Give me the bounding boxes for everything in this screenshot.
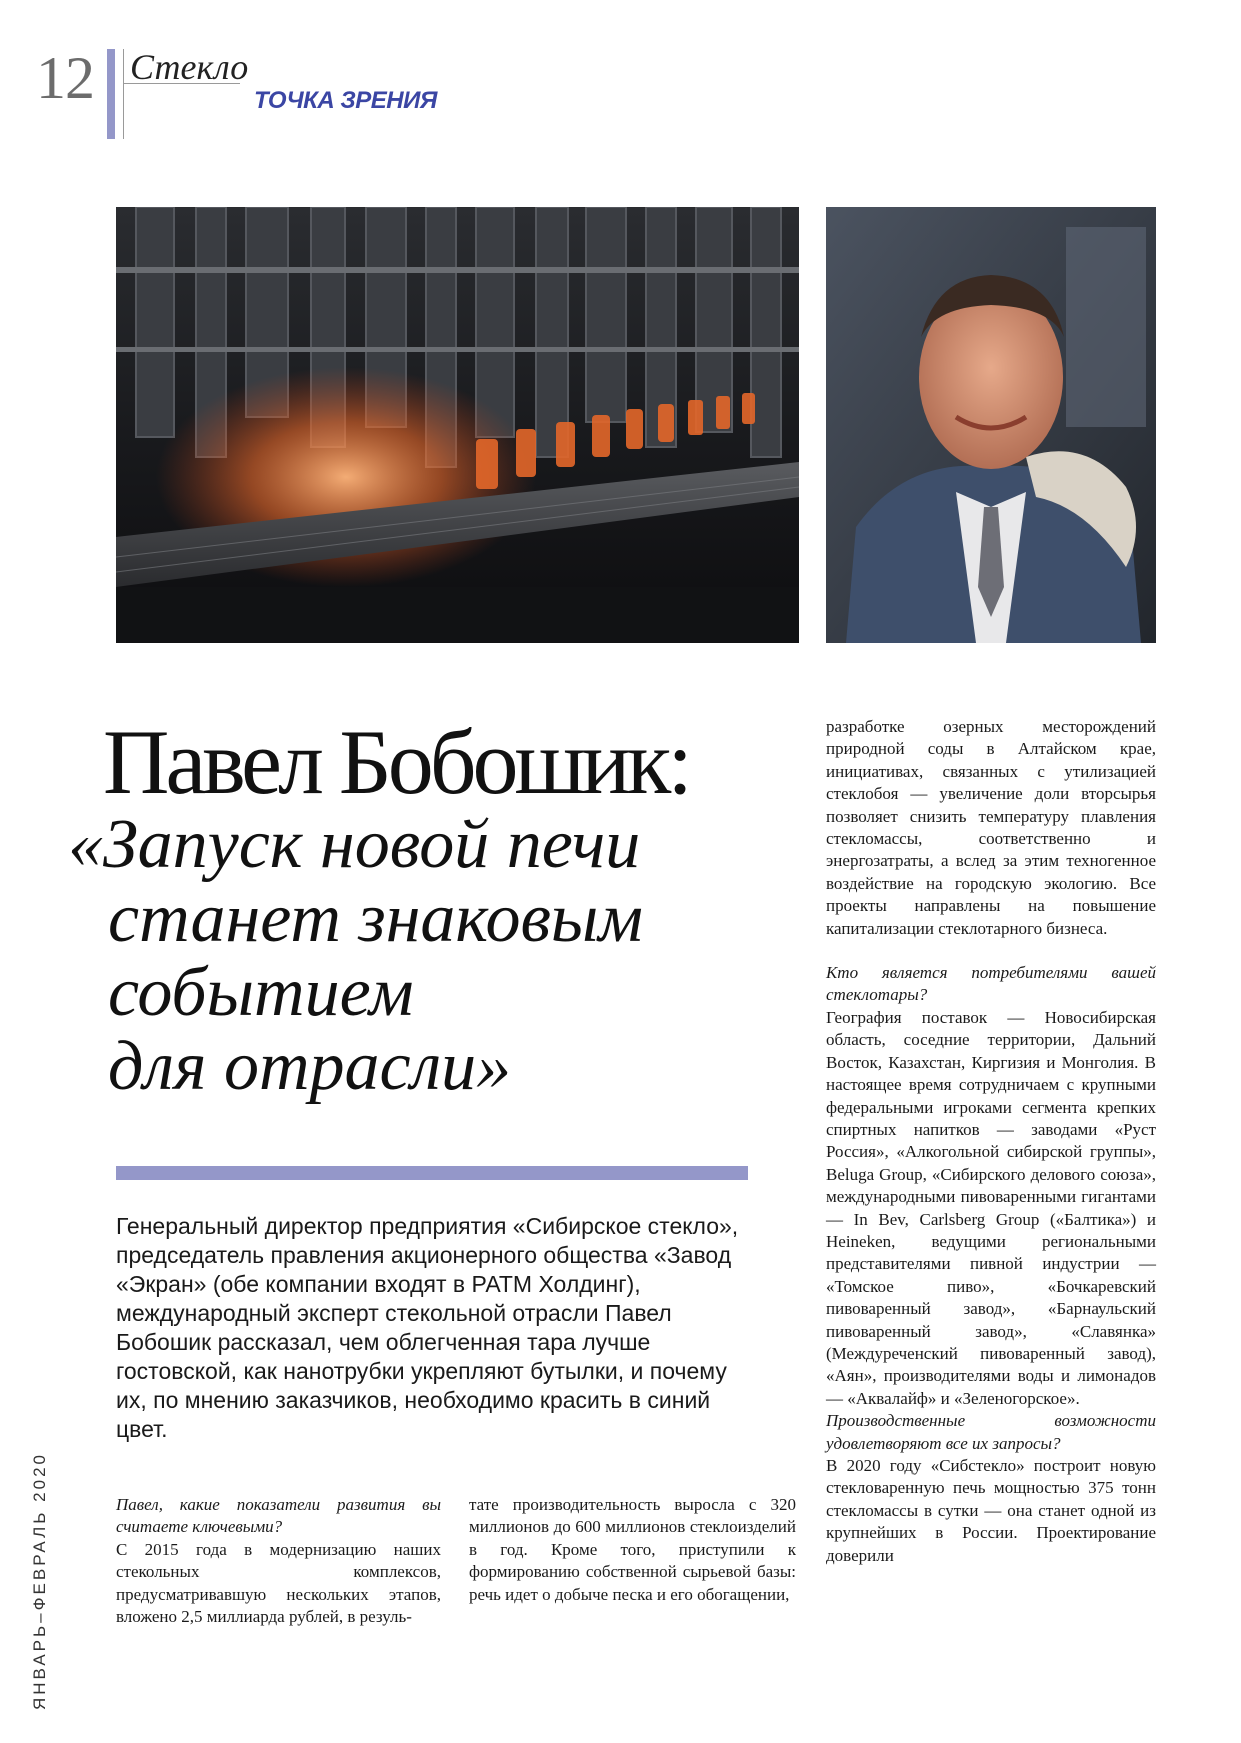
interview-answer: С 2015 года в модернизацию наших стекольных комплексов, предусматривавшую нескольких этапов, вложено 2,5 миллиарда рублей, в резуль- [116,1539,441,1627]
magazine-name: Стекло [130,47,249,87]
section-name: ТОЧКА ЗРЕНИЯ [254,87,437,114]
header-divider-vertical [123,49,124,139]
interview-question: Павел, какие показатели развития вы считаете ключевыми? [116,1495,441,1537]
factory-photo [116,207,799,643]
body-column-2 [469,1494,796,1606]
lead-paragraph: Генеральный директор предприятия «Сибирское стекло», председатель правления акционерного общества «Завод «Экран» (обе компании входят в РАТМ Холдинг), международный эксперт стекольной отрасли Павел Бобошик рассказал, чем облегченная тара лучше гостовской, как нанотрубки укрепляют бутылки, и почему их, по мнению заказчиков, необходимо красить в синий цвет. [116,1213,739,1442]
interview-question: Кто является потребителями вашей стеклотары? [826,963,1156,1005]
page-number: 12 [36,45,94,111]
interview-question: Производственные возможности удовлетворяют все их запросы? [826,1411,1156,1453]
issue-date: ЯНВАРЬ–ФЕВРАЛЬ 2020 [30,1452,49,1710]
interview-answer: тате производительность выросла с 320 миллионов до 600 миллионов стеклоизделий в год. Кроме того, приступили к формированию собственной сырьевой базы: речь идет о добыче песка и его обогащении, [469,1495,796,1604]
portrait-photo [826,207,1156,643]
body-column-3 [826,716,1156,1567]
headline-quote-line: для отрасли» [108,1028,512,1105]
interview-answer: В 2020 году «Сибстекло» построит новую стекловаренную печь мощностью 375 тонн стекломассы в сутки — она станет одной из крупнейших в России. Проектирование доверили [826,1456,1156,1565]
headline-quote-line: событием [108,954,414,1031]
headline-name: Павел Бобошик: [103,711,689,813]
accent-rule [116,1166,748,1180]
header-accent-bar [107,49,115,139]
headline-quote-line: «Запуск новой печи [68,806,641,883]
body-column-1 [116,1494,441,1628]
headline-quote [68,808,788,1104]
interview-answer: География поставок — Новосибирская область, соседние территории, Дальний Восток, Казахстан, Киргизия и Монголия. В настоящее время сотрудничаем с крупными федеральными игроками сегмента крепких спиртных напитков — заводами «Руст Россия», «Алкогольной сибирской группы», Beluga Group, «Сибирского делового союза», международными пивоваренными гигантами — In Bev, Carlsberg Group («Балтика») и Heineken, ведущими региональными представителями пивной индустрии — «Томское пиво», «Бочкаревский пивоваренный завод», «Барнаульский пивоваренный завод», «Славянка» (Междуреченский пивоваренный завод), «Аян», производителями воды и лимонадов — «Аквалайф» и «Зеленогорское». [826,1007,1156,1408]
interview-answer: разработке озерных месторождений природной соды в Алтайском крае, инициативах, связанных с утилизацией стеклобоя — увеличение доли вторсырья позволяет снизить температуру плавления стекломассы, соответственно и энергозатраты, а вслед за этим техногенное воздействие на городскую экологию. Все проекты направлены на повышение капитализации стеклотарного бизнеса. [826,717,1156,938]
headline-quote-line: станет знаковым [108,880,643,957]
